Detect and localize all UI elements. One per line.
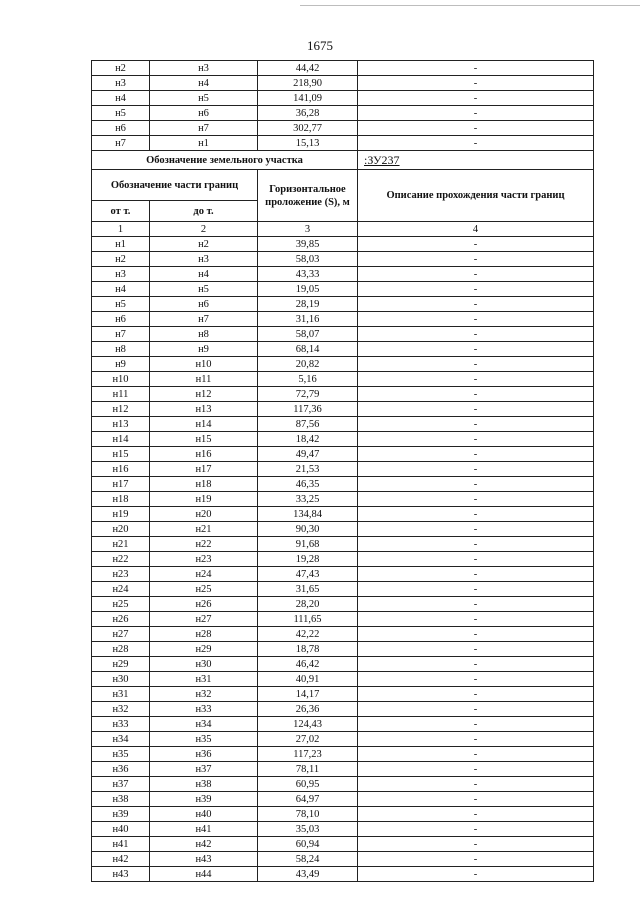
table-row [92,867,594,882]
to-point-cell: н36 [150,747,258,762]
to-point-cell: н17 [150,462,258,477]
from-point-cell: н34 [92,732,150,747]
from-point-cell: н35 [92,747,150,762]
column-number-3: 3 [258,222,358,237]
description-cell: - [358,522,594,537]
to-point-cell: н43 [150,852,258,867]
length-cell: 124,43 [258,717,358,732]
to-point-cell: н35 [150,732,258,747]
table-row [92,297,594,312]
from-point-cell: н18 [92,492,150,507]
length-cell: 46,35 [258,477,358,492]
table-row [92,597,594,612]
to-point-cell: н12 [150,387,258,402]
description-cell: - [358,717,594,732]
to-point-header: до т. [150,201,258,222]
to-point-cell: н38 [150,777,258,792]
table-row [92,642,594,657]
description-cell: - [358,792,594,807]
description-cell: - [358,121,594,136]
length-cell: 27,02 [258,732,358,747]
from-point-cell: н38 [92,792,150,807]
table-row [92,582,594,597]
table-row [92,627,594,642]
length-cell: 111,65 [258,612,358,627]
to-point-cell: н10 [150,357,258,372]
part-header: Обозначение части границ [92,170,258,201]
description-cell: - [358,402,594,417]
description-header: Описание прохождения части границ [358,170,594,222]
parcel-id: :ЗУ237 [358,151,594,170]
to-point-cell: н5 [150,91,258,106]
from-point-cell: н32 [92,702,150,717]
to-point-cell: н21 [150,522,258,537]
description-cell: - [358,822,594,837]
from-point-cell: н14 [92,432,150,447]
from-point-cell: н17 [92,477,150,492]
table-row [92,91,594,106]
table-row [92,732,594,747]
description-cell: - [358,867,594,882]
to-point-cell: н44 [150,867,258,882]
from-point-cell: н29 [92,657,150,672]
from-point-cell: н39 [92,807,150,822]
table-row [92,492,594,507]
length-cell: 49,47 [258,447,358,462]
table-row [92,237,594,252]
length-cell: 42,22 [258,627,358,642]
table-row [92,402,594,417]
to-point-cell: н18 [150,477,258,492]
to-point-cell: н3 [150,252,258,267]
from-point-cell: н28 [92,642,150,657]
from-point-cell: н19 [92,507,150,522]
parcel-label: Обозначение земельного участка [92,151,358,170]
length-cell: 21,53 [258,462,358,477]
length-cell: 40,91 [258,672,358,687]
description-cell: - [358,507,594,522]
length-cell: 117,23 [258,747,358,762]
to-point-cell: н39 [150,792,258,807]
from-point-cell: н21 [92,537,150,552]
length-cell: 78,10 [258,807,358,822]
from-point-cell: н7 [92,136,150,151]
previous-parcel-rows [92,61,594,151]
table-row [92,387,594,402]
length-cell: 19,05 [258,282,358,297]
table-row [92,76,594,91]
to-point-cell: н40 [150,807,258,822]
description-cell: - [358,762,594,777]
to-point-cell: н9 [150,342,258,357]
to-point-cell: н11 [150,372,258,387]
description-cell: - [358,492,594,507]
description-cell: - [358,627,594,642]
length-cell: 31,16 [258,312,358,327]
description-cell: - [358,61,594,76]
column-number-4: 4 [358,222,594,237]
table-row [92,837,594,852]
table-row [92,417,594,432]
to-point-cell: н19 [150,492,258,507]
to-point-cell: н41 [150,822,258,837]
description-cell: - [358,136,594,151]
table-row [92,672,594,687]
table-row [92,507,594,522]
length-cell: 28,20 [258,597,358,612]
description-cell: - [358,777,594,792]
length-cell: 19,28 [258,552,358,567]
from-point-cell: н36 [92,762,150,777]
to-point-cell: н32 [150,687,258,702]
to-point-cell: н5 [150,282,258,297]
length-cell: 43,49 [258,867,358,882]
description-cell: - [358,432,594,447]
table-row [92,687,594,702]
length-cell: 5,16 [258,372,358,387]
table-row [92,121,594,136]
from-point-cell: н33 [92,717,150,732]
length-cell: 47,43 [258,567,358,582]
description-cell: - [358,462,594,477]
description-cell: - [358,702,594,717]
description-cell: - [358,477,594,492]
length-cell: 18,42 [258,432,358,447]
description-cell: - [358,252,594,267]
table-row [92,462,594,477]
description-cell: - [358,342,594,357]
to-point-cell: н3 [150,61,258,76]
description-cell: - [358,357,594,372]
description-cell: - [358,567,594,582]
description-cell: - [358,312,594,327]
to-point-cell: н15 [150,432,258,447]
table-row [92,717,594,732]
table-row [92,702,594,717]
description-cell: - [358,597,594,612]
table-row [92,777,594,792]
column-number-1: 1 [92,222,150,237]
to-point-cell: н29 [150,642,258,657]
length-cell: 18,78 [258,642,358,657]
description-cell: - [358,282,594,297]
description-cell: - [358,642,594,657]
table-row [92,357,594,372]
length-cell: 87,56 [258,417,358,432]
table-row [92,612,594,627]
from-point-cell: н6 [92,312,150,327]
page-top-rule [300,5,640,6]
to-point-cell: н13 [150,402,258,417]
from-point-cell: н4 [92,91,150,106]
column-number-2: 2 [150,222,258,237]
length-cell: 302,77 [258,121,358,136]
from-point-cell: н23 [92,567,150,582]
from-point-cell: н3 [92,76,150,91]
table-row [92,807,594,822]
to-point-cell: н16 [150,447,258,462]
description-cell: - [358,76,594,91]
length-cell: 31,65 [258,582,358,597]
from-point-cell: н22 [92,552,150,567]
to-point-cell: н6 [150,297,258,312]
to-point-cell: н26 [150,597,258,612]
length-cell: 64,97 [258,792,358,807]
from-point-cell: н24 [92,582,150,597]
description-cell: - [358,372,594,387]
description-cell: - [358,447,594,462]
description-cell: - [358,537,594,552]
from-point-cell: н31 [92,687,150,702]
length-cell: 44,42 [258,61,358,76]
length-cell: 141,09 [258,91,358,106]
length-cell: 14,17 [258,687,358,702]
length-cell: 58,24 [258,852,358,867]
from-point-cell: н6 [92,121,150,136]
from-point-cell: н20 [92,522,150,537]
description-cell: - [358,91,594,106]
length-cell: 78,11 [258,762,358,777]
table-row [92,477,594,492]
from-point-cell: н26 [92,612,150,627]
from-point-cell: н25 [92,597,150,612]
from-point-cell: н11 [92,387,150,402]
table-row [92,522,594,537]
length-cell: 33,25 [258,492,358,507]
parcel-boundary-rows [92,237,594,882]
table-row [92,312,594,327]
to-point-cell: н31 [150,672,258,687]
to-point-cell: н37 [150,762,258,777]
from-point-cell: н8 [92,342,150,357]
from-point-cell: н43 [92,867,150,882]
to-point-cell: н14 [150,417,258,432]
description-cell: - [358,327,594,342]
parcel-header [92,151,594,237]
table-row [92,747,594,762]
description-cell: - [358,807,594,822]
description-cell: - [358,837,594,852]
from-point-cell: н3 [92,267,150,282]
length-cell: 28,19 [258,297,358,312]
to-point-cell: н2 [150,237,258,252]
description-cell: - [358,106,594,121]
length-cell: 117,36 [258,402,358,417]
from-point-cell: н5 [92,297,150,312]
from-point-cell: н7 [92,327,150,342]
from-point-cell: н40 [92,822,150,837]
from-point-cell: н42 [92,852,150,867]
table-row [92,537,594,552]
to-point-cell: н22 [150,537,258,552]
from-point-cell: н9 [92,357,150,372]
description-cell: - [358,732,594,747]
page-number: 1675 [307,38,333,53]
length-cell: 15,13 [258,136,358,151]
table-row [92,432,594,447]
table-row [92,252,594,267]
description-cell: - [358,417,594,432]
from-point-cell: н12 [92,402,150,417]
length-cell: 58,03 [258,252,358,267]
from-point-cell: н41 [92,837,150,852]
to-point-cell: н7 [150,312,258,327]
table-row [92,61,594,76]
from-point-cell: н4 [92,282,150,297]
from-point-cell: н5 [92,106,150,121]
table-row [92,106,594,121]
description-cell: - [358,387,594,402]
description-cell: - [358,612,594,627]
from-point-cell: н15 [92,447,150,462]
table-row [92,567,594,582]
table-row [92,792,594,807]
length-cell: 218,90 [258,76,358,91]
description-cell: - [358,747,594,762]
to-point-cell: н42 [150,837,258,852]
table-row [92,372,594,387]
from-point-cell: н2 [92,61,150,76]
table-row [92,342,594,357]
table-row [92,822,594,837]
length-cell: 26,36 [258,702,358,717]
to-point-cell: н34 [150,717,258,732]
table-row [92,447,594,462]
description-cell: - [358,687,594,702]
from-point-cell: н2 [92,252,150,267]
from-point-header: от т. [92,201,150,222]
to-point-cell: н28 [150,627,258,642]
length-cell: 35,03 [258,822,358,837]
length-cell: 90,30 [258,522,358,537]
to-point-cell: н6 [150,106,258,121]
from-point-cell: н1 [92,237,150,252]
from-point-cell: н13 [92,417,150,432]
to-point-cell: н25 [150,582,258,597]
to-point-cell: н7 [150,121,258,136]
length-cell: 39,85 [258,237,358,252]
to-point-cell: н27 [150,612,258,627]
to-point-cell: н4 [150,267,258,282]
from-point-cell: н10 [92,372,150,387]
to-point-cell: н4 [150,76,258,91]
description-cell: - [358,657,594,672]
length-cell: 72,79 [258,387,358,402]
length-header: Горизонтальное проложение (S), м [258,170,358,222]
length-cell: 46,42 [258,657,358,672]
length-cell: 58,07 [258,327,358,342]
description-cell: - [358,552,594,567]
description-cell: - [358,237,594,252]
length-cell: 20,82 [258,357,358,372]
to-point-cell: н8 [150,327,258,342]
description-cell: - [358,852,594,867]
to-point-cell: н23 [150,552,258,567]
length-cell: 36,28 [258,106,358,121]
length-cell: 134,84 [258,507,358,522]
to-point-cell: н33 [150,702,258,717]
length-cell: 91,68 [258,537,358,552]
description-cell: - [358,582,594,597]
description-cell: - [358,672,594,687]
table-row [92,327,594,342]
table-row [92,552,594,567]
length-cell: 68,14 [258,342,358,357]
from-point-cell: н16 [92,462,150,477]
table-row [92,852,594,867]
from-point-cell: н37 [92,777,150,792]
description-cell: - [358,267,594,282]
length-cell: 43,33 [258,267,358,282]
from-point-cell: н27 [92,627,150,642]
table-row [92,136,594,151]
boundary-table [91,60,594,882]
table-row [92,762,594,777]
from-point-cell: н30 [92,672,150,687]
to-point-cell: н20 [150,507,258,522]
table-row [92,267,594,282]
table-row [92,657,594,672]
table-row [92,282,594,297]
to-point-cell: н24 [150,567,258,582]
length-cell: 60,94 [258,837,358,852]
to-point-cell: н30 [150,657,258,672]
to-point-cell: н1 [150,136,258,151]
description-cell: - [358,297,594,312]
length-cell: 60,95 [258,777,358,792]
